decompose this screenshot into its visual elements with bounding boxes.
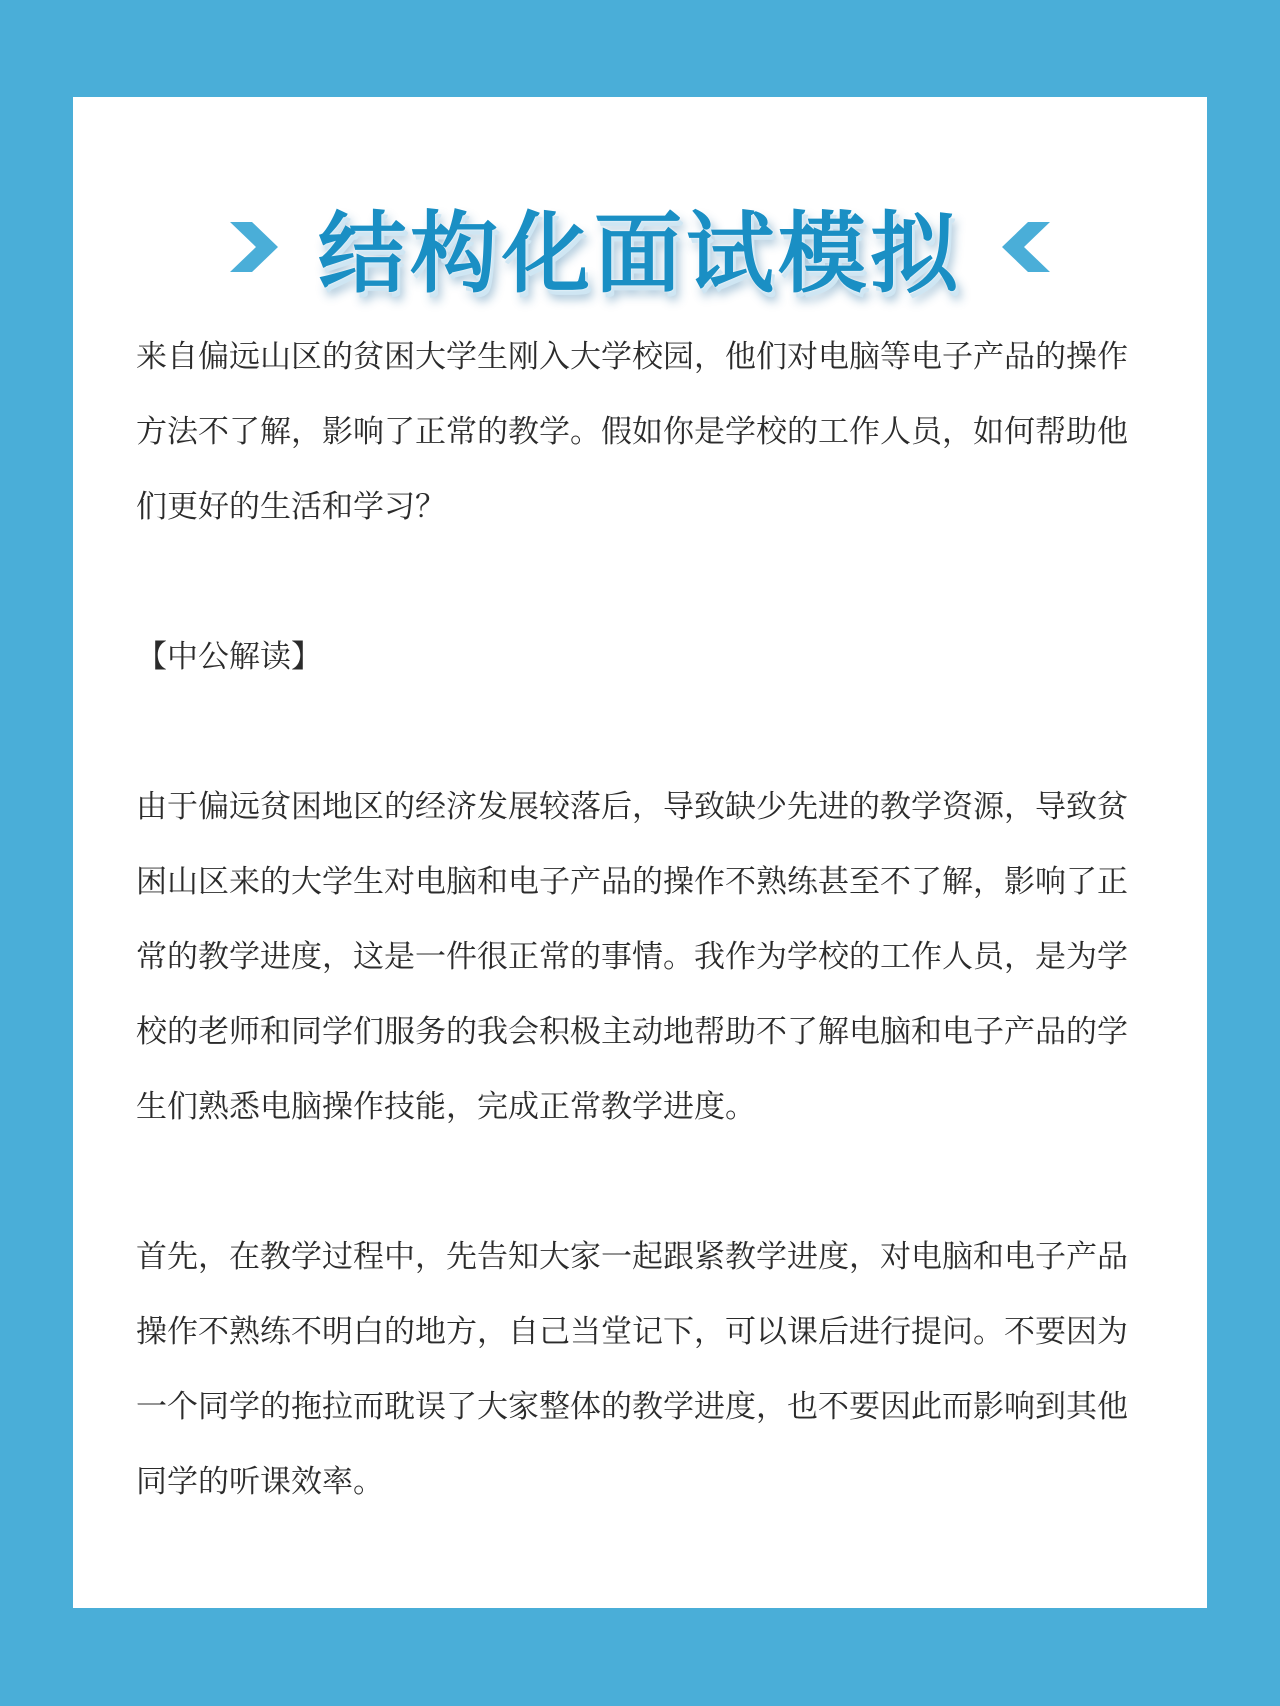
question-paragraph: 来自偏远山区的贫困大学生刚入大学校园，他们对电脑等电子产品的操作方法不了解，影响了正常的教学。假如你是学校的工作人员，如何帮助他们更好的生活和学习？ xyxy=(136,339,1128,525)
body-paragraph: 首先，在教学过程中，先告知大家一起跟紧教学进度，对电脑和电子产品操作不熟练不明白的地方，自己当堂记下，可以课后进行提问。不要因为一个同学的拖拉而耽误了大家整体的教学进度，也不要因此而影响到其他同学的听课效率。 xyxy=(136,1239,1128,1500)
spacer xyxy=(136,1145,1136,1220)
analysis-heading: 【中公解读】 xyxy=(136,639,322,675)
spacer xyxy=(136,545,1136,620)
article-body xyxy=(136,320,1136,1520)
title-row xyxy=(73,177,1207,317)
chevron-left-icon xyxy=(996,216,1058,278)
spacer xyxy=(136,695,1136,770)
content-card xyxy=(73,97,1207,1608)
chevron-right-icon xyxy=(222,216,284,278)
page-title: 结构化面试模拟 xyxy=(317,202,962,305)
body-paragraph: 由于偏远贫困地区的经济发展较落后，导致缺少先进的教学资源，导致贫困山区来的大学生对电脑和电子产品的操作不熟练甚至不了解，影响了正常的教学进度，这是一件很正常的事情。我作为学校的工作人员，是为学校的老师和同学们服务的我会积极主动地帮助不了解电脑和电子产品的学生们熟悉电脑操作技能，完成正常教学进度。 xyxy=(136,789,1128,1125)
